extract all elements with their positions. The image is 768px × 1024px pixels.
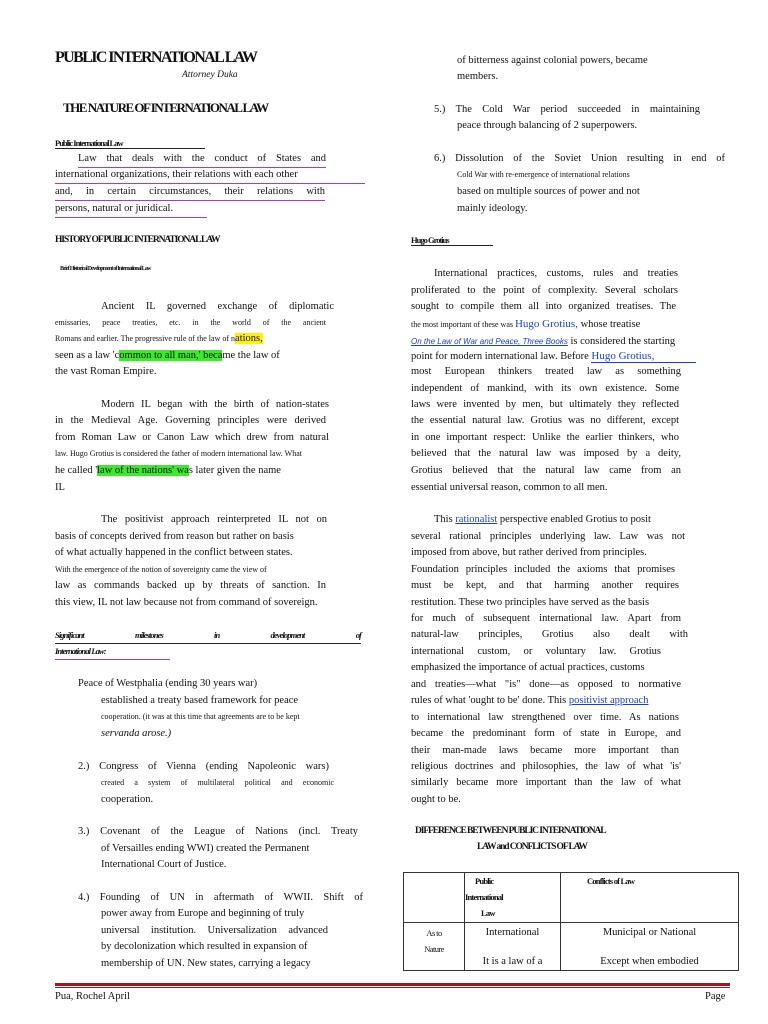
text-run: Romans and earlier. The progressive rule of the law of n (55, 334, 236, 343)
text-line: proliferated to the point of complexity. Several scholars (411, 285, 678, 296)
text-line (411, 693, 648, 709)
text-run: whose treatise (577, 319, 641, 330)
text-run: me the law of (222, 350, 280, 361)
text-line: servanda arose.) (101, 728, 172, 739)
header-text: Public (475, 876, 494, 886)
text-line: membership of UN. New states, carrying a legacy (101, 958, 311, 969)
text-line: the vast Roman Empire. (55, 366, 157, 377)
heading-word: Significant (55, 630, 84, 640)
heading-word: milestones (135, 630, 163, 640)
text-line (411, 315, 640, 333)
table-cell (404, 923, 465, 971)
text-line: Ancient IL governed exchange of diplomatic (101, 301, 334, 312)
footer-page-label: Page (705, 991, 726, 1002)
text-line (434, 512, 651, 528)
footer-rule (55, 983, 730, 986)
text-line: of Versailles ending WWI) created the Permanent (101, 843, 310, 854)
text-run: the most important of these was (411, 320, 515, 329)
text-line: 3.) Covenant of the League of Nations (incl. Treaty (78, 826, 358, 837)
treatise-link[interactable]: On the Law of War and Peace, Three Books (411, 337, 568, 346)
heading-word: in (214, 630, 220, 640)
cell-text: International (485, 927, 540, 938)
heading-word: development (270, 630, 305, 640)
text-line: essential universal reason, common to all men. (411, 482, 608, 493)
text-line: believed that the natural law was imposed by a deity, (411, 448, 681, 459)
hugo-grotius-link[interactable]: Hugo Grotius, (514, 318, 578, 330)
definition-line: Law that deals with the conduct of States and (78, 151, 326, 168)
text-line: International Court of Justice. (101, 859, 227, 870)
text-line: of what actually happened in the conflict between states. (55, 547, 293, 558)
table-cell (561, 873, 739, 923)
text-line: mainly ideology. (457, 203, 528, 214)
difference-heading-line2: LAW and CONFLICTS OF LAW (477, 842, 587, 852)
text-line: 2.) Congress of Vienna (ending Napoleonic wars) (78, 761, 329, 772)
text-line: laws were invented by men, but ultimately they reflected (411, 399, 679, 410)
table-cell (465, 873, 561, 923)
text-line: sought to compile them all into organized treatises. The (411, 301, 676, 312)
text-line: similarly became more important than the law of what (411, 777, 681, 788)
document-title: PUBLIC INTERNATIONAL LAW (55, 49, 257, 66)
text-line: ought to be. (411, 794, 461, 805)
text-line: 5.) The Cold War period succeeded in maintaining (434, 104, 700, 115)
comparison-table (403, 872, 739, 971)
text-line: in one important respect: Unlike the earlier thinkers, who (411, 432, 679, 443)
text-line (55, 348, 280, 364)
text-line: Foundation principles included the axioms that promises (411, 564, 675, 575)
cell-text: Municipal or National (602, 927, 697, 938)
text-line (411, 348, 696, 365)
text-line: in the Medieval Age. Governing principles were derived (55, 415, 326, 426)
text-run: point for modern international law. Before (411, 351, 592, 362)
row-label: As to (426, 928, 442, 938)
grotius-heading: Hugo Grotius (411, 235, 493, 246)
text-line: law as commands backed up by threats of sanction. In (55, 580, 326, 591)
text-run: This (434, 514, 456, 525)
text-line: from Roman Law or Canon Law which drew from natural (55, 432, 329, 443)
highlight-nations: ations, (235, 333, 263, 344)
footer-rule-thin (55, 987, 730, 988)
text-line: by decolonization which resulted in expansion of (101, 941, 308, 952)
definition-line: persons, natural or juridical. (55, 201, 207, 218)
heading-word: International Law: (55, 644, 170, 660)
text-line: the essential natural law. Grotius was no different, except (411, 415, 679, 426)
text-line: law. Hugo Grotius is considered the father of modern international law. What (55, 449, 302, 458)
brief-history-heading: Brief Historical Development of International Law (60, 266, 151, 272)
text-line: emphasized the importance of actual practices, customs (411, 662, 645, 673)
highlight-common-to-all-man: ommon to all man,' beca (119, 350, 223, 361)
text-line: power away from Europe and beginning of truly (101, 908, 305, 919)
text-line (55, 331, 263, 347)
text-line: basis of concepts derived from reason but rather on basis (55, 531, 294, 542)
text-line: several rational principles underlying law. Law was not (411, 531, 685, 542)
milestones-heading (55, 628, 361, 662)
text-line: cooperation. (101, 794, 154, 805)
text-run: perspective enabled Grotius to posit (497, 514, 651, 525)
text-line: With the emergence of the notion of sovereignty came the view of (55, 565, 267, 574)
text-line: religious doctrines and philosophies, the law of what 'is' (411, 761, 681, 772)
text-line: universal institution. Universalization advanced (101, 925, 328, 936)
text-line: and treaties—what "is" done—as opposed to normative (411, 679, 681, 690)
header-text: International (465, 892, 503, 902)
header-text: Conflicts of Law (587, 876, 635, 886)
text-line: IL (55, 482, 65, 493)
text-line: imposed from above, but rather derived from principles. (411, 547, 647, 558)
text-line: established a treaty based framework for peace (101, 695, 299, 706)
text-line: emissaries, peace treaties, etc. in the world of the ancient (55, 318, 326, 327)
definition-heading: Public International Law (55, 138, 205, 149)
text-line: Peace of Westphalia (ending 30 years war) (78, 678, 258, 689)
text-line: Cold War with re-emergence of international relations (457, 170, 630, 179)
text-line: must be kept, and that harming another requires (411, 580, 679, 591)
text-line (55, 463, 281, 479)
text-line: this view, IL not law because not from command of sovereign. (55, 597, 318, 608)
heading-word: of (355, 630, 361, 640)
difference-heading-line1: DIFFERENCE BETWEEN PUBLIC INTERNATIONAL (415, 826, 606, 836)
rationalist-link[interactable]: rationalist (455, 514, 498, 525)
text-line: to international law strengthened over time. As nations (411, 712, 679, 723)
footer-author: Pua, Rochel April (55, 991, 130, 1002)
highlight-law-of-nations: law of the nations' wa (97, 465, 189, 476)
author: Attorney Duka (182, 70, 238, 80)
text-line: for much of subsequent international law. Apart from (411, 613, 681, 624)
text-line: their man-made laws became more important than (411, 745, 679, 756)
text-run: he called ' (55, 465, 98, 476)
text-line: based on multiple sources of power and not (457, 186, 640, 197)
definition-line: and, in certain circumstances, their relations with (55, 184, 325, 201)
text-line: peace through balancing of 2 superpowers. (457, 120, 638, 131)
table-header-row (404, 873, 739, 923)
text-line: independent of mankind, with its own existence. Some (411, 383, 679, 394)
text-run: rules of what 'ought to be' done. This (411, 695, 569, 706)
table-row (404, 923, 739, 971)
cell-text: Except when embodied (600, 956, 699, 967)
text-line: became the predominant form of state in Europe, and (411, 728, 681, 739)
text-line: 6.) Dissolution of the Soviet Union resulting in end of (434, 153, 725, 164)
table-cell (465, 923, 561, 971)
milestones-heading-line (55, 628, 361, 644)
row-label: Nature (424, 944, 444, 954)
text-line: The positivist approach reinterpreted IL not on (101, 514, 327, 525)
text-line: international custom, or voluntary law. Grotius (411, 646, 661, 657)
positivist-approach-link[interactable]: positivist approach (568, 695, 649, 706)
text-line: Grotius believed that the natural law came from an (411, 465, 681, 476)
table-cell (561, 923, 739, 971)
text-run: seen as a law 'c (55, 350, 120, 361)
text-line: restitution. These two principles have served as the basis (411, 597, 650, 608)
text-line: Modern IL began with the birth of nation-states (101, 399, 329, 410)
text-line: 4.) Founding of UN in aftermath of WWII. Shift of (78, 892, 363, 903)
definition-line: international organizations, their relations with each other (55, 167, 365, 184)
header-text: Law (481, 908, 495, 918)
text-run: is considered the starting (567, 336, 676, 347)
text-line: members. (457, 71, 499, 82)
section-heading: THE NATURE OF INTERNATIONAL LAW (63, 100, 268, 115)
text-line: most European thinkers treated law as something (411, 366, 681, 377)
history-heading: HISTORY OF PUBLIC INTERNATIONAL LAW (55, 235, 220, 245)
text-line: cooperation. (it was at this time that agreements are to be kept (101, 712, 300, 721)
cell-text: It is a law of a (482, 956, 543, 967)
text-line: of bitterness against colonial powers, became (457, 55, 648, 66)
hugo-grotius-link[interactable]: Hugo Grotius, (591, 350, 696, 363)
text-run: s later given the name (188, 465, 281, 476)
text-line: International practices, customs, rules and treaties (434, 268, 678, 279)
text-line: natural-law principles, Grotius also dealt with (411, 629, 688, 640)
text-line: created a system of multilateral political and economic (101, 778, 334, 787)
